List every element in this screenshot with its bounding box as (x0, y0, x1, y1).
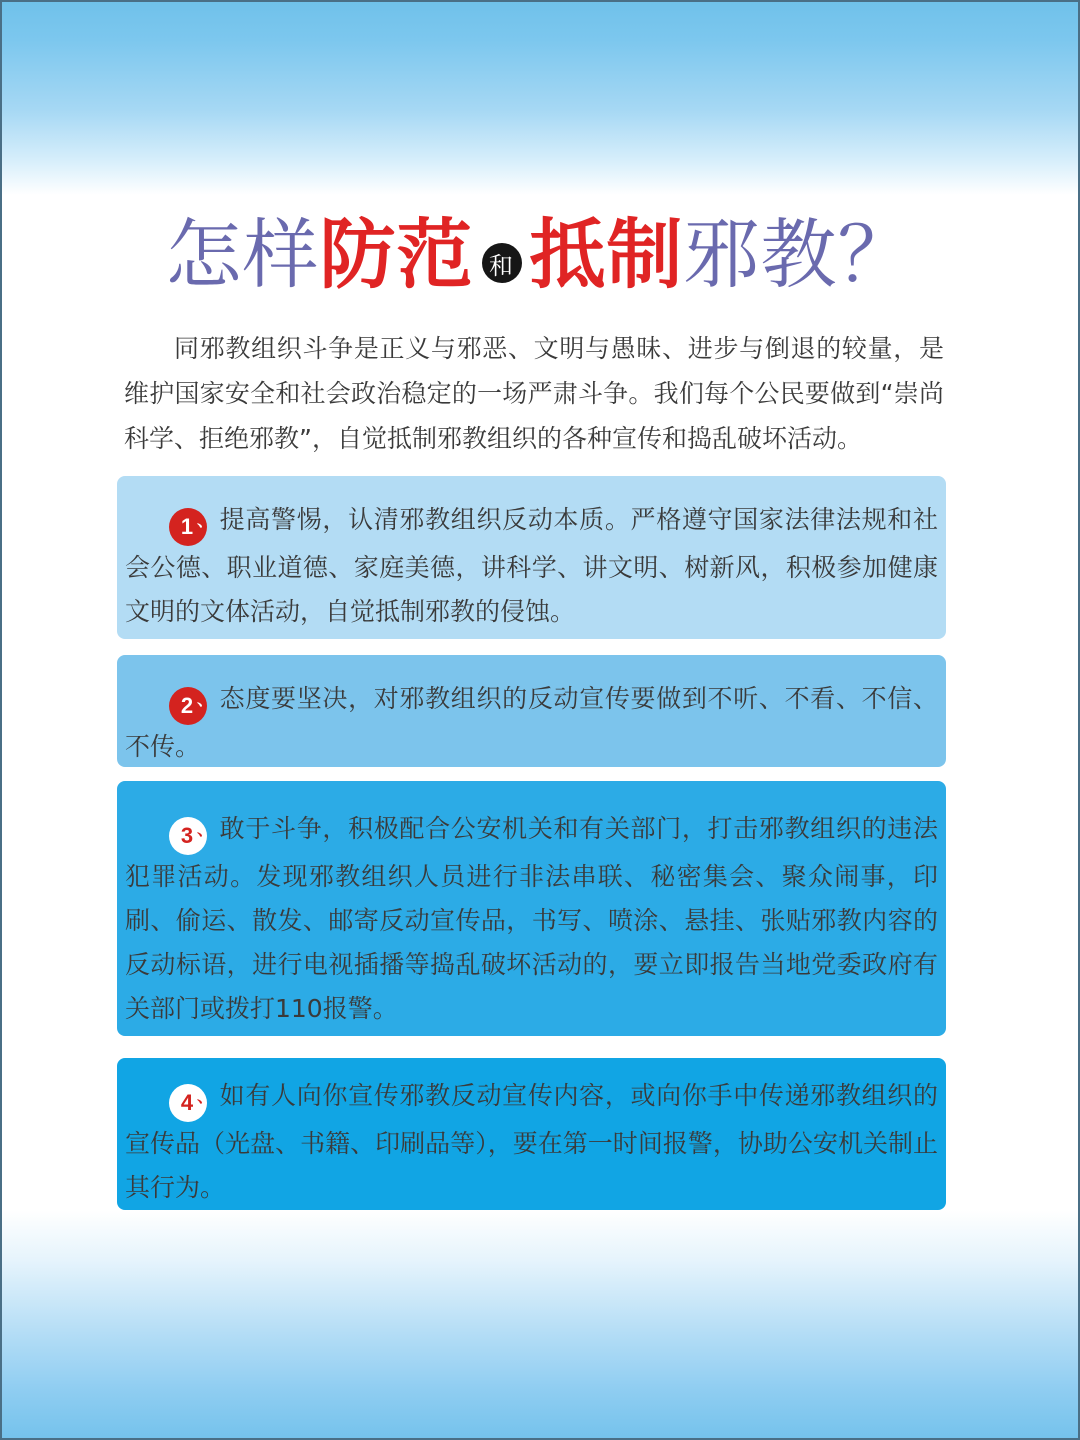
title-part-resist: 抵制 (529, 209, 684, 299)
tip-card-4 (117, 1058, 946, 1210)
number-badge-1: 1 、 (169, 508, 207, 546)
tip-card-content (125, 807, 938, 1031)
tip-card-content (125, 498, 938, 634)
number-badge-4: 4 、 (169, 1084, 207, 1122)
tip-text-2: 态度要坚决，对邪教组织的反动宣传要做到不听、不看、不信、不传。 (125, 684, 938, 761)
title-part-prevent: 防范 (319, 209, 474, 299)
page-title (0, 198, 1080, 298)
intro-paragraph: 同邪教组织斗争是正义与邪恶、文明与愚昧、进步与倒退的较量，是维护国家安全和社会政治稳定的一场严肃斗争。我们每个公民要做到“崇尚科学、拒绝邪教”，自觉抵制邪教组织的各种宣传和捣乱破坏活动。 (124, 334, 944, 453)
tip-card-content (125, 677, 938, 769)
tip-text-4: 如有人向你宣传邪教反动宣传内容，或向你手中传递邪教组织的宣传品（光盘、书籍、印刷品等），要在第一时间报警，协助公安机关制止其行为。 (125, 1081, 938, 1202)
tip-card-3 (117, 781, 946, 1036)
tip-text-3: 敢于斗争，积极配合公安机关和有关部门，打击邪教组织的违法犯罪活动。发现邪教组织人员进行非法串联、秘密集会、聚众闹事，印刷、偷运、散发、邮寄反动宣传品，书写、喷涂、悬挂、张贴邪教内容的反动标语，进行电视插播等捣乱破坏活动的，要立即报告当地党委政府有关部门或拨打110报警。 (125, 814, 938, 1023)
title-part-how: 怎样 (165, 209, 320, 299)
title-part-cult: 邪教？ (683, 209, 915, 299)
tip-card-2 (117, 655, 946, 767)
number-badge-3: 3 、 (169, 817, 207, 855)
tip-card-content (125, 1074, 938, 1210)
title-connector-badge: 和 (482, 243, 522, 283)
number-badge-2: 2 、 (169, 687, 207, 725)
tip-text-1: 提高警惕，认清邪教组织反动本质。严格遵守国家法律法规和社会公德、职业道德、家庭美德，讲科学、讲文明、树新风，积极参加健康文明的文体活动，自觉抵制邪教的侵蚀。 (125, 505, 938, 626)
tip-card-1 (117, 476, 946, 639)
